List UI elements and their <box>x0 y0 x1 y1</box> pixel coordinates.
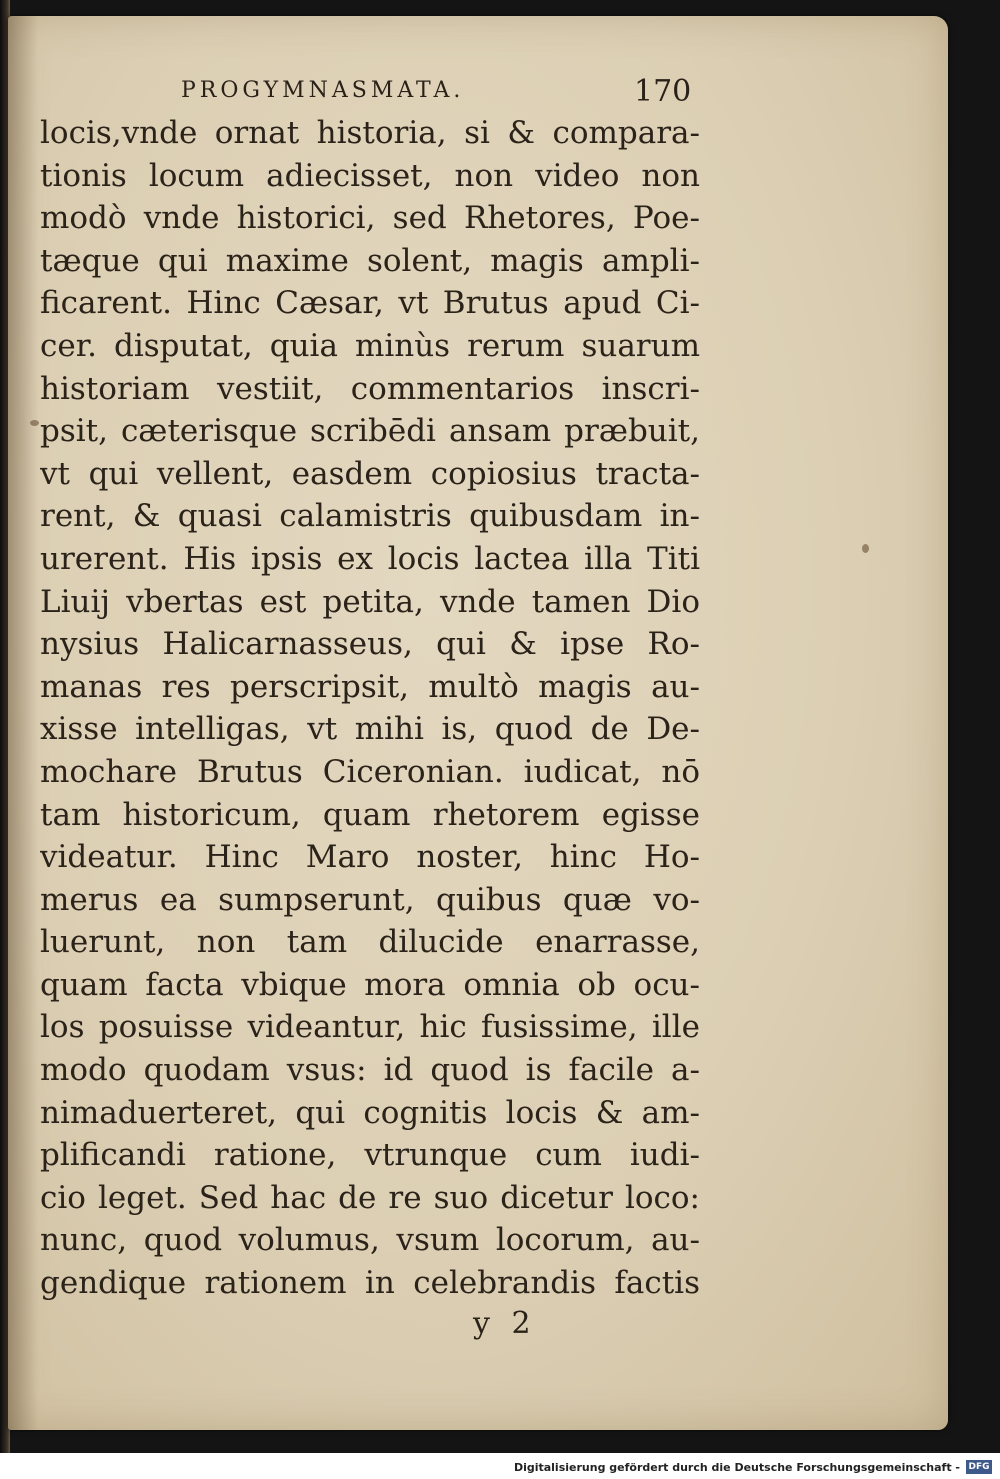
text-line: urerent. His ipsis ex locis lactea illa Titi <box>40 540 700 577</box>
footer-bar <box>0 1453 1000 1479</box>
text-line: luerunt, non tam dilucide enarrasse, <box>40 924 700 961</box>
text-line: rent, & quasi calamistris quibusdam in- <box>40 498 700 535</box>
text-line: cer. disputat, quia minùs rerum suarum <box>40 327 700 364</box>
text-line: tam historicum, quam rhetorem egisse <box>40 796 700 833</box>
body-text <box>40 112 700 1305</box>
dfg-logo-icon: DFG <box>966 1460 992 1474</box>
page-number: 170 <box>634 74 692 109</box>
text-line: gendique rationem in celebrandis factis <box>40 1265 700 1302</box>
text-line: nunc, quod volumus, vsum locorum, au- <box>40 1222 700 1259</box>
signature-mark: y 2 <box>473 1306 537 1341</box>
text-line: videatur. Hinc Maro noster, hinc Ho- <box>40 839 700 876</box>
text-line: plificandi ratione, vtrunque cum iudi- <box>40 1137 700 1174</box>
ink-spot <box>30 420 39 426</box>
text-line: tionis locum adiecisset, non video non <box>40 157 700 194</box>
digitization-credit: Digitalisierung gefördert durch die Deutsche Forschungsgemeinschaft - <box>513 1461 960 1474</box>
ink-spot <box>862 544 869 553</box>
running-head: PROGYMNASMATA. <box>181 78 465 103</box>
text-line: locis,vnde ornat historia, si & compara- <box>40 115 700 151</box>
text-line: psit, cæterisque scribēdi ansam præbuit, <box>40 413 700 450</box>
text-line: cio leget. Sed hac de re suo dicetur loco: <box>40 1179 700 1216</box>
text-line: nimaduerteret, qui cognitis locis & am- <box>40 1094 700 1131</box>
text-line: xisse intelligas, vt mihi is, quod de De- <box>40 711 700 748</box>
text-line: los posuisse videantur, hic fusissime, ille <box>40 1009 700 1046</box>
book-page <box>8 16 948 1430</box>
text-line: modo quodam vsus: id quod is facile a- <box>40 1052 700 1089</box>
text-line: manas res perscripsit, multò magis au- <box>40 668 700 705</box>
text-line: ficarent. Hinc Cæsar, vt Brutus apud Ci- <box>40 285 700 322</box>
text-line: nysius Halicarnasseus, qui & ipse Ro- <box>40 626 700 663</box>
text-line: tæque qui maxime solent, magis ampli- <box>40 242 700 279</box>
text-line: mochare Brutus Ciceronian. iudicat, nō <box>40 753 700 790</box>
text-line: quam facta vbique mora omnia ob ocu- <box>40 966 700 1003</box>
text-line: Liuij vbertas est petita, vnde tamen Dio <box>40 583 700 620</box>
text-line: modò vnde historici, sed Rhetores, Poe- <box>40 200 700 237</box>
text-line: merus ea sumpserunt, quibus quæ vo- <box>40 881 700 918</box>
text-line: historiam vestiit, commentarios inscri- <box>40 370 700 407</box>
text-line: vt qui vellent, easdem copiosius tracta- <box>40 455 700 492</box>
